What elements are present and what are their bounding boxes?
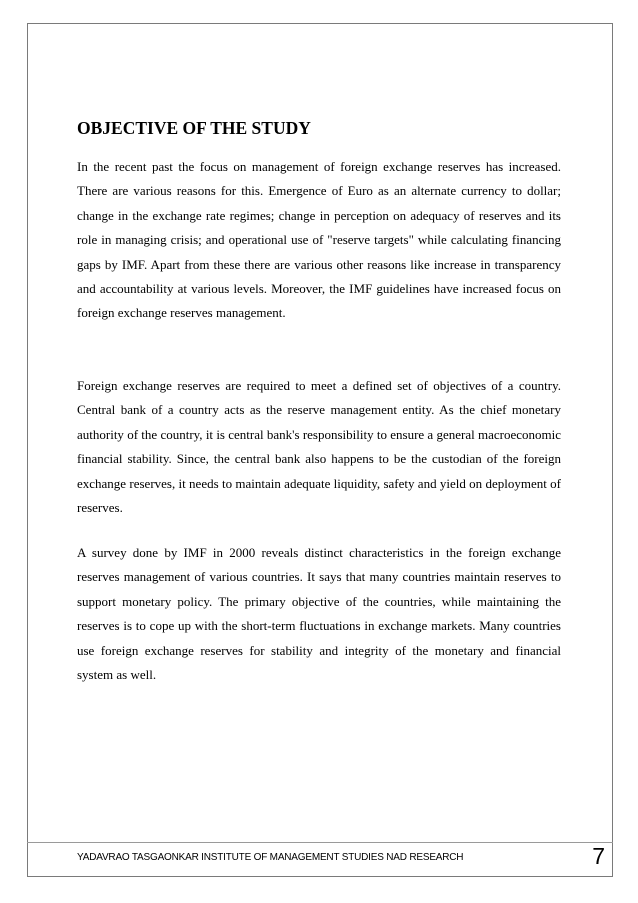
footer-divider <box>27 842 613 843</box>
footer-institute: YADAVRAO TASGAONKAR INSTITUTE OF MANAGEMENT STUDIES NAD RESEARCH <box>77 852 464 863</box>
paragraph-2: Foreign exchange reserves are required to meet a defined set of objectives of a country. Central bank of a country acts as the reserve management entity. As the chief monetary authority of the country, it is central bank's responsibility to ensure a general macroeconomic financial stability. Since, the central bank also happens to be the custodian of the foreign exchange reserves, it needs to maintain adequate liquidity, safety and yield on deployment of reserves. <box>77 378 561 516</box>
paragraph-1: In the recent past the focus on management of foreign exchange reserves has increased. There are various reasons for this. Emergence of Euro as an alternate currency to dollar; change in the exchange rate regimes; change in perception on adequacy of reserves and its role in managing crisis; and operational use of "reserve targets" while calculating financing gaps by IMF. Apart from these there are various other reasons like increase in transparency and accountability at various levels. Moreover, the IMF guidelines have increased focus on foreign exchange reserves management. <box>77 159 561 321</box>
page-number: 7 <box>592 843 605 869</box>
paragraph-3: A survey done by IMF in 2000 reveals distinct characteristics in the foreign exchange reserves management of various countries. It says that many countries maintain reserves to support monetary policy. The primary objective of the countries, while maintaining the reserves is to cope up with the short-term fluctuations in exchange markets. Many countries use foreign exchange reserves for stability and integrity of the monetary and financial system as well. <box>77 545 561 683</box>
section-heading: OBJECTIVE OF THE STUDY <box>77 118 311 138</box>
